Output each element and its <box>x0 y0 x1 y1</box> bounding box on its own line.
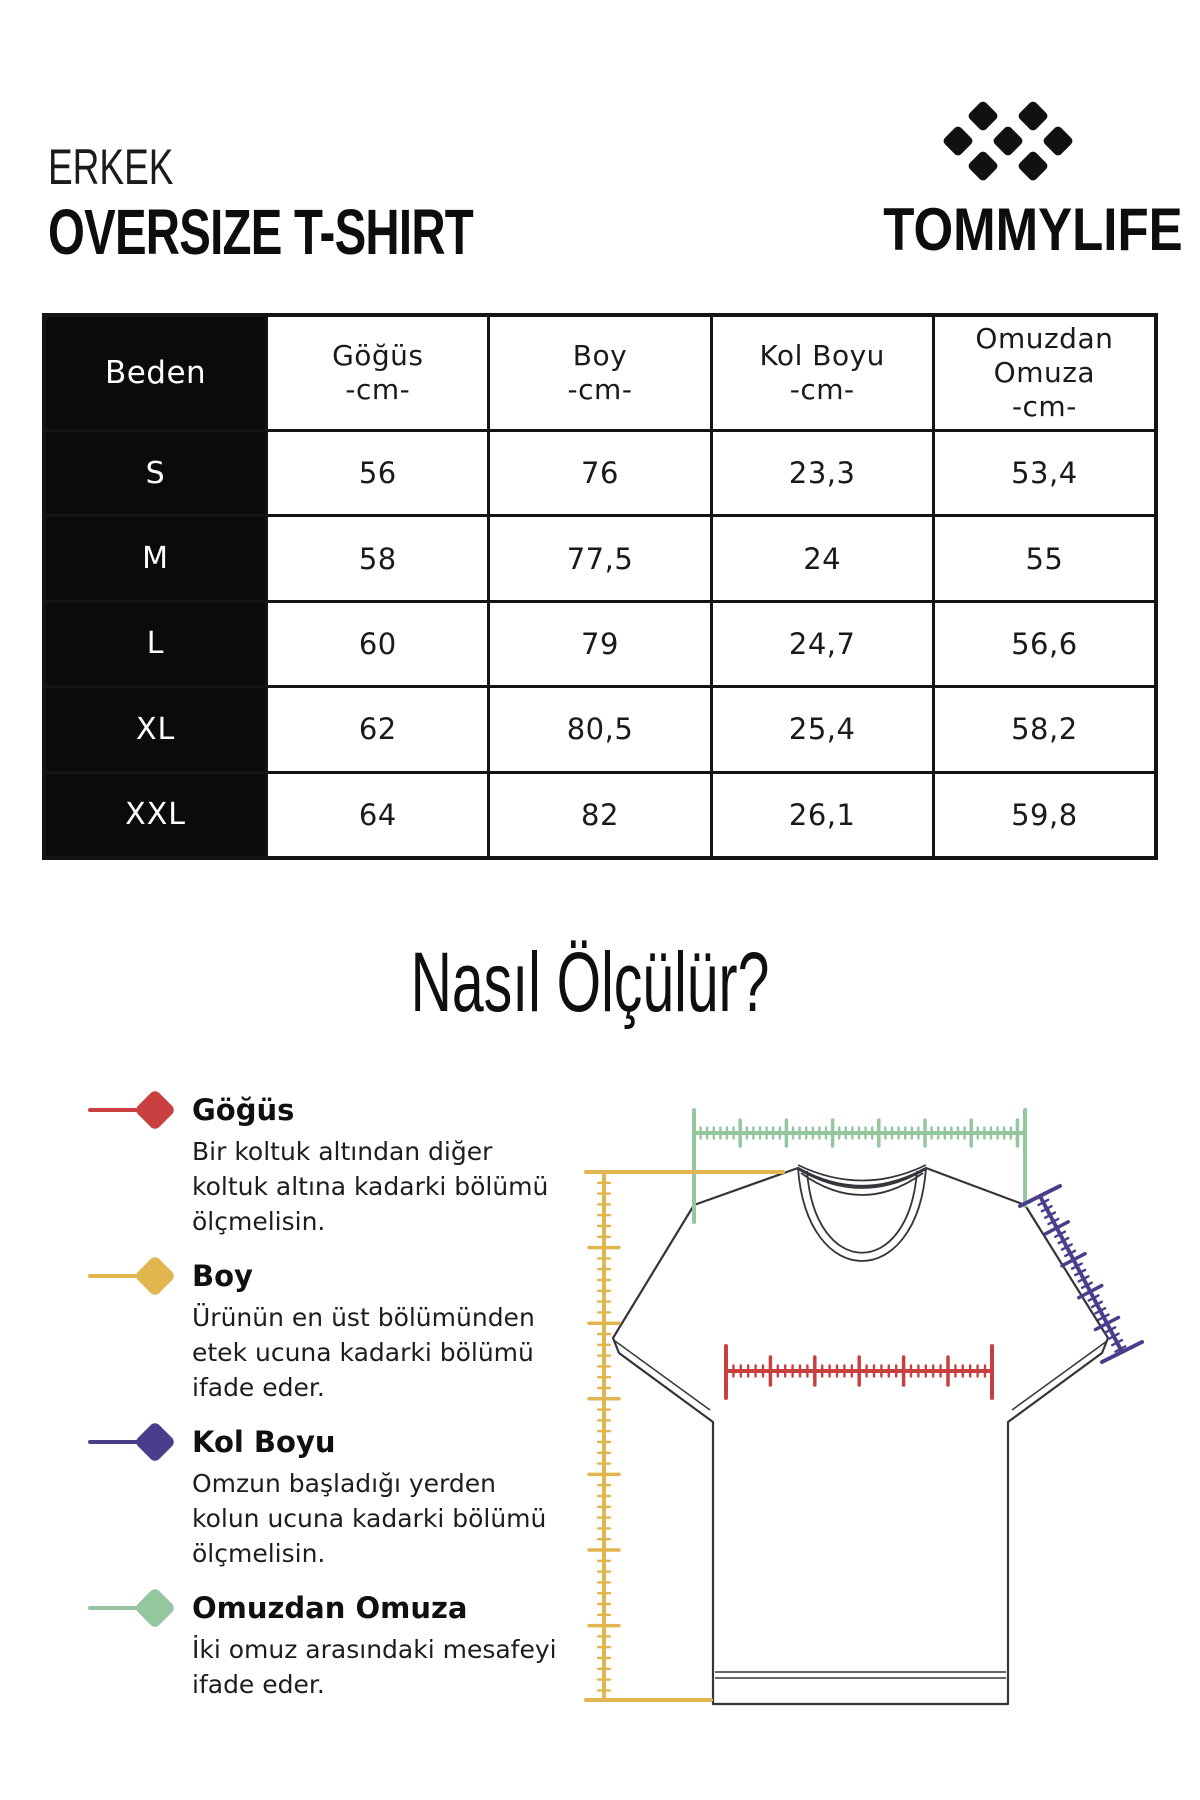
measure-item-name: Omuzdan Omuza <box>192 1591 468 1625</box>
column-label: Kol Boyu <box>759 339 885 372</box>
value-cell: 80,5 <box>490 688 709 770</box>
value-cell: 56,6 <box>935 603 1154 685</box>
column-unit: -cm- <box>345 373 411 406</box>
size-row-label-l: L <box>46 603 265 685</box>
product-title: OVERSIZE T-SHIRT <box>48 196 473 268</box>
measure-marker <box>88 1427 188 1457</box>
value-cell: 24 <box>713 517 932 599</box>
brand-name: TOMMYLIFE <box>883 196 1183 263</box>
measure-item-description: İki omuz arasındaki mesafeyi ifade eder. <box>192 1635 557 1699</box>
size-row-label-s: S <box>46 432 265 514</box>
column-label: Omuzdan Omuza <box>975 322 1114 389</box>
value-cell: 25,4 <box>713 688 932 770</box>
size-row-label-xxl: XXL <box>46 774 265 856</box>
column-unit: -cm- <box>789 373 855 406</box>
column-unit: -cm- <box>1011 390 1077 423</box>
value-cell: 76 <box>490 432 709 514</box>
value-cell: 23,3 <box>713 432 932 514</box>
value-cell: 60 <box>268 603 487 685</box>
column-header-gogus <box>268 317 487 429</box>
column-unit: -cm- <box>567 373 633 406</box>
value-cell: 77,5 <box>490 517 709 599</box>
logo-diamonds <box>942 100 1075 183</box>
column-header-omuzdan-omuza <box>935 317 1154 429</box>
size-table <box>42 313 1158 860</box>
diamond-icon <box>134 1255 176 1297</box>
size-row-label-m: M <box>46 517 265 599</box>
column-label: Göğüs <box>332 339 424 372</box>
measure-item-name: Kol Boyu <box>192 1425 336 1459</box>
column-header-boy <box>490 317 709 429</box>
value-cell: 79 <box>490 603 709 685</box>
value-cell: 62 <box>268 688 487 770</box>
measure-item-name: Göğüs <box>192 1093 295 1127</box>
value-cell: 24,7 <box>713 603 932 685</box>
tommylife-logo-icon <box>928 88 1098 198</box>
measure-guide-title: Nasıl Ölçülür? <box>410 935 770 1029</box>
value-cell: 56 <box>268 432 487 514</box>
value-cell: 53,4 <box>935 432 1154 514</box>
column-label: Boy <box>572 339 628 372</box>
table-corner-header: Beden <box>46 317 265 429</box>
value-cell: 82 <box>490 774 709 856</box>
value-cell: 55 <box>935 517 1154 599</box>
tshirt-outline <box>613 1168 1108 1704</box>
diamond-icon <box>134 1587 176 1629</box>
value-cell: 58,2 <box>935 688 1154 770</box>
column-header-kol-boyu <box>713 317 932 429</box>
value-cell: 58 <box>268 517 487 599</box>
measure-item-name: Boy <box>192 1259 253 1293</box>
measure-marker <box>88 1261 188 1291</box>
size-row-label-xl: XL <box>46 688 265 770</box>
diamond-icon <box>134 1421 176 1463</box>
tshirt-diagram <box>480 960 1160 1760</box>
value-cell: 26,1 <box>713 774 932 856</box>
measure-item-description: Bir koltuk altından diğer koltuk altına kadarki bölümü ölçmelisin. <box>192 1137 549 1236</box>
diamond-icon <box>134 1089 176 1131</box>
category-label: ERKEK <box>48 139 174 195</box>
measure-item-description: Ürünün en üst bölümünden etek ucuna kadarki bölümü ifade eder. <box>192 1303 535 1402</box>
measure-item-description: Omzun başladığı yerden kolun ucuna kadarki bölümü ölçmelisin. <box>192 1469 547 1568</box>
value-cell: 59,8 <box>935 774 1154 856</box>
measure-marker <box>88 1095 188 1125</box>
value-cell: 64 <box>268 774 487 856</box>
measure-marker <box>88 1593 188 1623</box>
